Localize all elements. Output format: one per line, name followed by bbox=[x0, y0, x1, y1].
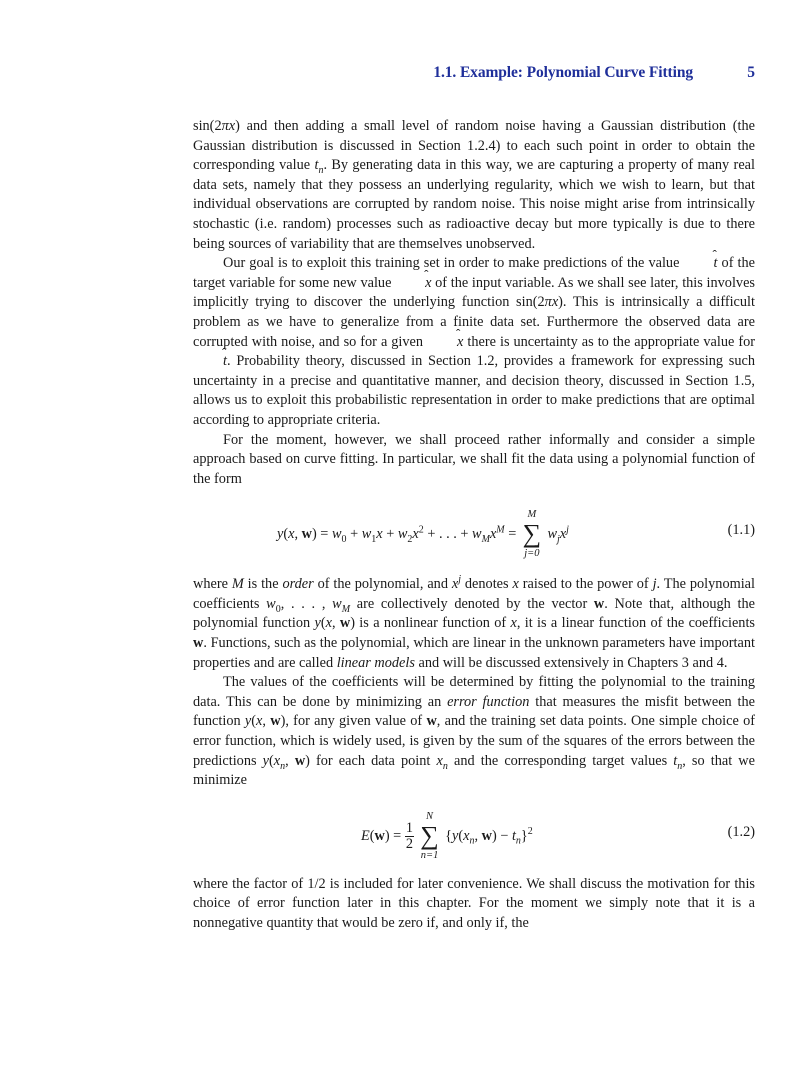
paragraph-4: where M is the order of the polynomial, and $x^j$ denotes x raised to the power of j. The polynomial coefficients $w_0$, . . . , $w_M$ are collectively denoted by the vector w. Note that, although the polynomial function y(x, w) is a nonlinear function of x, it is a linear function of the coefficients w. Functions, such as the polynomial, which are linear in the unknown parameters have important properties and are called linear models and will be discussed extensively in Chapters 3 and 4. bbox=[193, 574, 755, 671]
paragraph-5: The values of the coefficients will be determined by fitting the polynomial to the training data. This can be done by minimizing an error function that measures the misfit between the function y(x, w), for any given value of w, and the training set data points. One simple choice of error function, which is widely used, is given by the sum of the squares of the errors between the predictions $y(x_n$, w) for each data point $x_n$ and the corresponding target values $t_n$, so that we minimize bbox=[193, 674, 755, 789]
paragraph-3: For the moment, however, we shall proceed rather informally and consider a simple approach based on curve fitting. In particular, we shall fit the data using a polynomial function of the form bbox=[193, 431, 755, 487]
equation-1-2-expression: E(w) = $\frac{1}{2}$ N ∑ n=1 {$y(x_n$, $w) - t_n\}^2$ bbox=[361, 810, 533, 861]
paragraph-1: sin(2πx) and then adding a small level of random noise having a Gaussian distribution (the Gaussian distribution is discussed in Section 1.2.4) to each such point in order to obtain the corresponding value $t_n$. By generating data in this way, we are capturing a property of many real data sets, namely that they possess an underlying regularity, which we wish to learn, but that individual observations are corrupted by random noise. This noise might arise from intrinsically stochastic (i.e. random) processes such as radioactive decay but more typically is due to there being sources of variability that are themselves unobserved. bbox=[193, 118, 755, 252]
equation-1-1-number: (1.1) bbox=[727, 522, 755, 539]
equation-1-2 bbox=[193, 799, 755, 865]
equation-1-1-expression: y(x, $w) = w_0 + w_1x + w_2x^2$ + . . . + $w_Mx^M$ = M ∑ j=0 $w_jx^j$ bbox=[277, 509, 569, 560]
equation-1-1 bbox=[193, 495, 755, 565]
page-number: 5 bbox=[747, 64, 755, 81]
running-header bbox=[193, 64, 755, 86]
paragraph-6: where the factor of 1/2 is included for later convenience. We shall discuss the motivation for this choice of error function later in this chapter. For the moment we simply note that it is a nonnegative quantity that would be zero if, and only if, the bbox=[193, 875, 755, 931]
section-title: 1.1. Example: Polynomial Curve Fitting bbox=[433, 64, 693, 81]
paragraph-2: Our goal is to exploit this training set in order to make predictions of the value ˆ t of the target variable for some new value ˆ x of the input variable. As we shall see later, this involves implicitly trying to discover the underlying function sin(2πx). This is intrinsically a difficult problem as we have to generalize from a finite data set. Furthermore the observed data are corrupted with noise, and so for a given ˆ x there is uncertainty as to the appropriate value for ˆ t. Probability theory, discussed in Section 1.2, provides a framework for expressing such uncertainty in a precise and quantitative manner, and decision theory, discussed in Section 1.5, allows us to exploit this probabilistic representation in order to make predictions that are optimal according to appropriate criteria. bbox=[193, 254, 755, 430]
body-text bbox=[193, 117, 755, 934]
equation-1-2-number: (1.2) bbox=[727, 823, 755, 840]
